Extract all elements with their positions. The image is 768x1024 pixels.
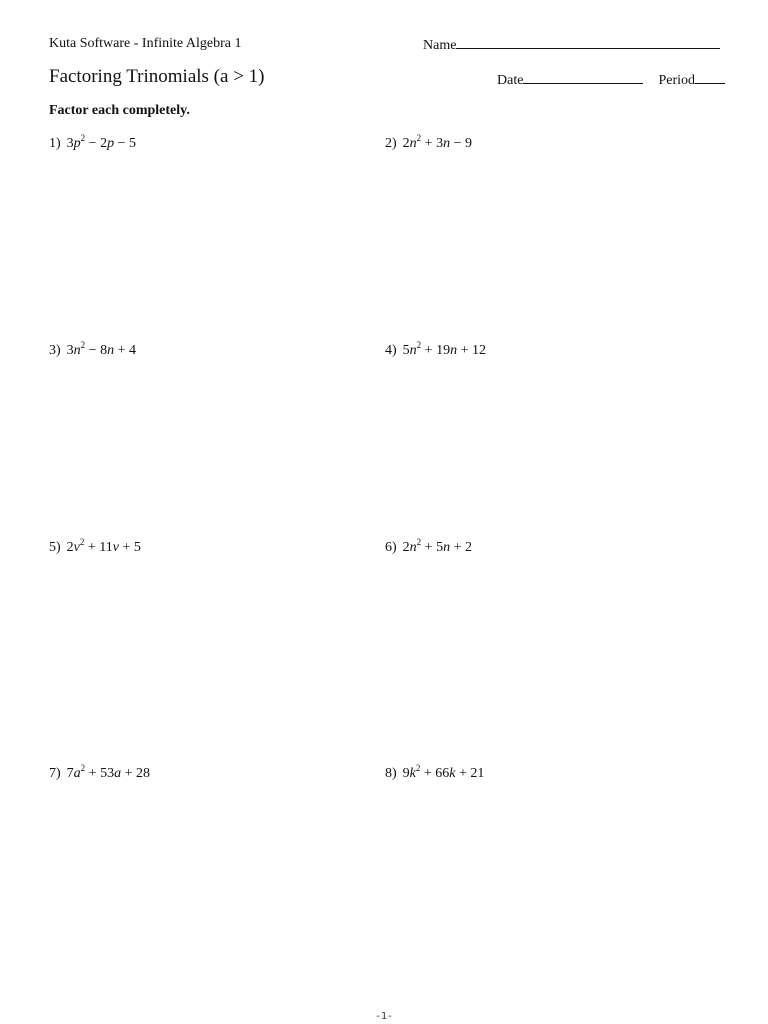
period-label: Period [658, 73, 695, 88]
variable: n [107, 343, 115, 358]
exponent: 2 [416, 340, 422, 350]
problem-expression [402, 133, 472, 151]
problem-number: 3) [49, 343, 61, 358]
term: − 2 [85, 136, 108, 151]
term: 7 [66, 766, 74, 781]
problem-number: 2) [385, 136, 397, 151]
term: + 19 [421, 343, 451, 358]
term: 2 [402, 136, 410, 151]
exponent: 2 [79, 537, 85, 547]
term: + 5 [119, 540, 141, 555]
problem-6 [385, 537, 472, 556]
term: − 8 [85, 343, 108, 358]
date-blank[interactable] [523, 71, 643, 84]
term: − 5 [114, 136, 136, 151]
variable: k [449, 766, 456, 781]
problem-number: 1) [49, 136, 61, 151]
problem-expression [402, 763, 485, 781]
problem-number: 6) [385, 540, 397, 555]
instructions: Factor each completely. [49, 103, 190, 118]
variable: a [114, 766, 122, 781]
problem-2 [385, 133, 472, 152]
variable: v [112, 540, 119, 555]
page-number: -1- [374, 1011, 394, 1022]
exponent: 2 [416, 537, 422, 547]
problem-5 [49, 537, 141, 556]
date-period-fields [497, 71, 725, 89]
problem-expression [66, 133, 136, 151]
exponent: 2 [80, 133, 86, 143]
term: + 11 [84, 540, 113, 555]
problem-number: 4) [385, 343, 397, 358]
term: + 66 [420, 766, 450, 781]
name-blank[interactable] [456, 36, 720, 49]
term: − 9 [450, 136, 472, 151]
problem-number: 7) [49, 766, 61, 781]
term: 5 [402, 343, 410, 358]
problem-4 [385, 340, 486, 359]
term: + 5 [421, 540, 444, 555]
variable: v [73, 540, 80, 555]
variable: p [107, 136, 115, 151]
exponent: 2 [80, 340, 86, 350]
problem-7 [49, 763, 150, 782]
variable: a [73, 766, 81, 781]
variable: n [443, 136, 451, 151]
period-blank[interactable] [695, 71, 725, 84]
exponent: 2 [80, 763, 86, 773]
name-label: Name [423, 38, 457, 53]
problem-expression [66, 340, 136, 358]
variable: n [450, 343, 458, 358]
problem-1 [49, 133, 136, 152]
worksheet-title: Factoring Trinomials (a > 1) [49, 66, 265, 87]
problem-number: 5) [49, 540, 61, 555]
variable: p [73, 136, 81, 151]
exponent: 2 [416, 133, 422, 143]
variable: n [409, 136, 417, 151]
problem-expression [66, 537, 141, 555]
problem-expression [402, 340, 486, 358]
term: 3 [66, 343, 74, 358]
term: + 4 [114, 343, 136, 358]
term: 2 [402, 540, 410, 555]
variable: n [409, 540, 417, 555]
problem-8 [385, 763, 485, 782]
term: + 12 [457, 343, 486, 358]
term: + 3 [421, 136, 444, 151]
term: 3 [66, 136, 74, 151]
date-label: Date [497, 73, 524, 88]
term: 2 [66, 540, 74, 555]
name-field [423, 36, 720, 54]
term: + 53 [85, 766, 115, 781]
variable: n [409, 343, 417, 358]
problem-number: 8) [385, 766, 397, 781]
variable: n [73, 343, 81, 358]
problem-expression [66, 763, 150, 781]
publisher-line: Kuta Software - Infinite Algebra 1 [49, 36, 242, 51]
variable: n [443, 540, 451, 555]
variable: k [409, 766, 416, 781]
problem-expression [402, 537, 472, 555]
problem-3 [49, 340, 136, 359]
term: + 2 [450, 540, 472, 555]
exponent: 2 [415, 763, 421, 773]
term: + 28 [121, 766, 150, 781]
term: 9 [402, 766, 410, 781]
term: + 21 [455, 766, 485, 781]
